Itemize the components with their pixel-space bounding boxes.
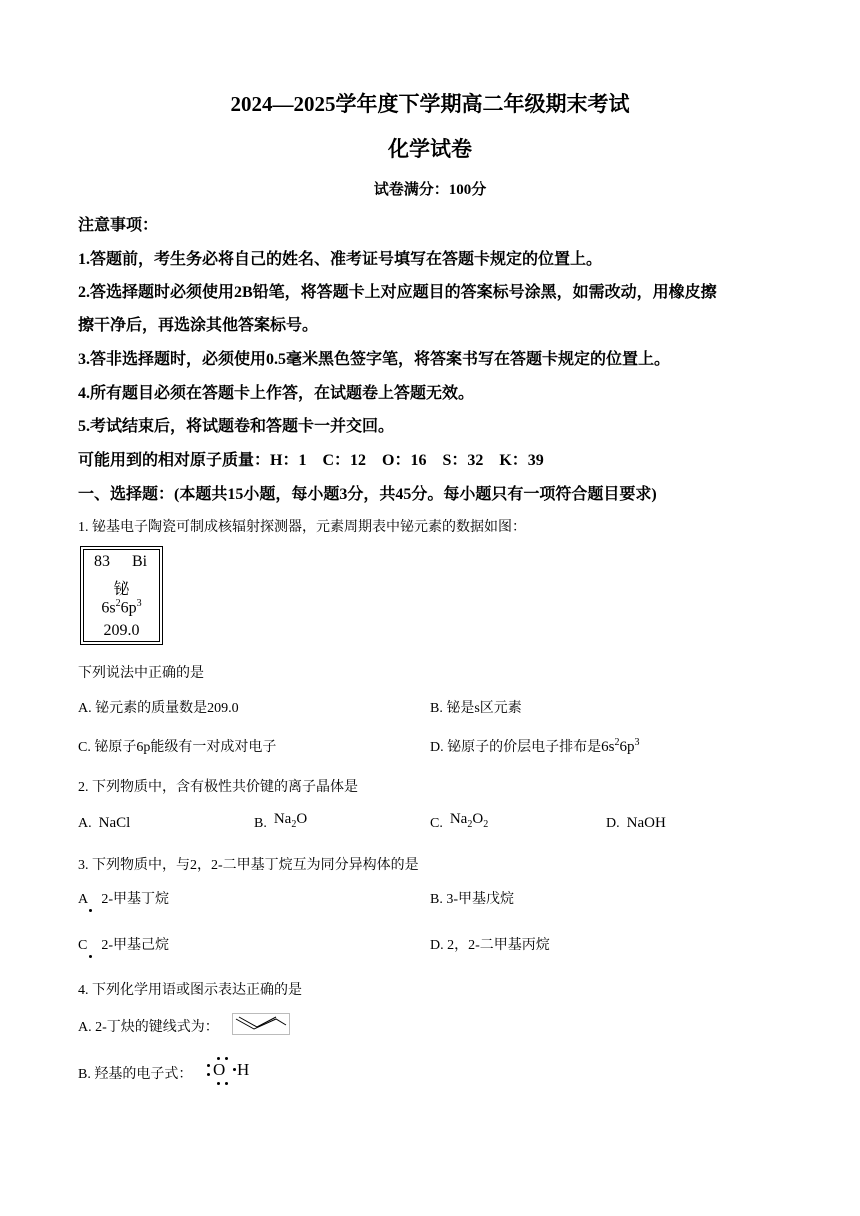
notes-heading: 注意事项：	[78, 217, 159, 234]
option-1c: C. 铋原子6p能级有一对成对电子	[78, 740, 277, 755]
element-mass: 209.0	[103, 622, 140, 639]
option-4b: B. 羟基的电子式：	[78, 1067, 193, 1082]
note-item: 4.所有题目必须在答题卡上作答，在试题卷上答题无效。	[78, 385, 475, 402]
option-2a: A. NaCl	[78, 815, 131, 831]
hydroxyl-electron-formula	[203, 1056, 255, 1086]
element-card	[80, 546, 163, 645]
element-symbol: Bi	[132, 553, 148, 570]
note-item: 擦干净后，再选涂其他答案标号。	[78, 317, 319, 334]
exam-score: 试卷满分：100分	[373, 182, 487, 198]
option-2d: D. NaOH	[606, 815, 666, 831]
option-3b: B. 3-甲基戊烷	[430, 892, 514, 907]
butyne-skeletal-image	[232, 1013, 290, 1035]
oxygen-symbol: O	[213, 1060, 226, 1079]
dot-mark	[89, 909, 92, 912]
note-item: 2.答选择题时必须使用2B铅笔，将答题卡上对应题目的答案标号涂黑，如需改动，用橡皮擦	[78, 284, 717, 301]
section-heading: 一、选择题：(本题共15小题，每小题3分，共45分。每小题只有一项符合题目要求)	[78, 486, 657, 503]
option-2b: B. $Na_2O$	[254, 811, 308, 831]
option-1b: B. 铋是s区元素	[430, 701, 522, 716]
question-1-stem: 1. 铋基电子陶瓷可制成核辐射探测器，元素周期表中铋元素的数据如图：	[78, 520, 526, 535]
question-1-ask: 下列说法中正确的是	[78, 666, 204, 681]
note-item: 1.答题前，考生务必将自己的姓名、准考证号填写在答题卡规定的位置上。	[78, 251, 603, 268]
atomic-masses: 可能用到的相对原子质量：H：1 C：12 O：16 S：32 K：39	[78, 452, 544, 469]
exam-subject: 化学试卷	[388, 137, 472, 161]
note-item: 5.考试结束后，将试题卷和答题卡一并交回。	[78, 418, 395, 435]
option-1d: D. 铋原子的价层电子排布是$6s^26p^3$	[430, 737, 640, 755]
exam-title: 2024—2025学年度下学期高二年级期末考试	[230, 92, 630, 116]
element-number: 83	[94, 553, 110, 570]
option-1a: A. 铋元素的质量数是209.0	[78, 701, 239, 716]
option-3a: A 2-甲基丁烷	[78, 892, 169, 907]
option-2c: C. $Na_2O_2$	[430, 811, 489, 831]
question-4-stem: 4. 下列化学用语或图示表达正确的是	[78, 983, 302, 998]
option-3c: C 2-甲基己烷	[78, 938, 169, 953]
option-4a: A. 2-丁炔的键线式为：	[78, 1020, 219, 1035]
question-2-stem: 2. 下列物质中，含有极性共价键的离子晶体是	[78, 780, 358, 795]
note-item: 3.答非选择题时，必须使用0.5毫米黑色签字笔，将答案书写在答题卡规定的位置上。	[78, 351, 671, 368]
question-3-stem: 3. 下列物质中，与2，2-二甲基丁烷互为同分异构体的是	[78, 858, 419, 873]
element-name: 铋	[113, 581, 130, 598]
hydrogen-symbol: H	[237, 1060, 250, 1079]
option-3d: D. 2，2-二甲基丙烷	[430, 938, 550, 953]
dot-mark	[89, 955, 92, 958]
element-config: $6s^26p^3$	[101, 598, 142, 617]
